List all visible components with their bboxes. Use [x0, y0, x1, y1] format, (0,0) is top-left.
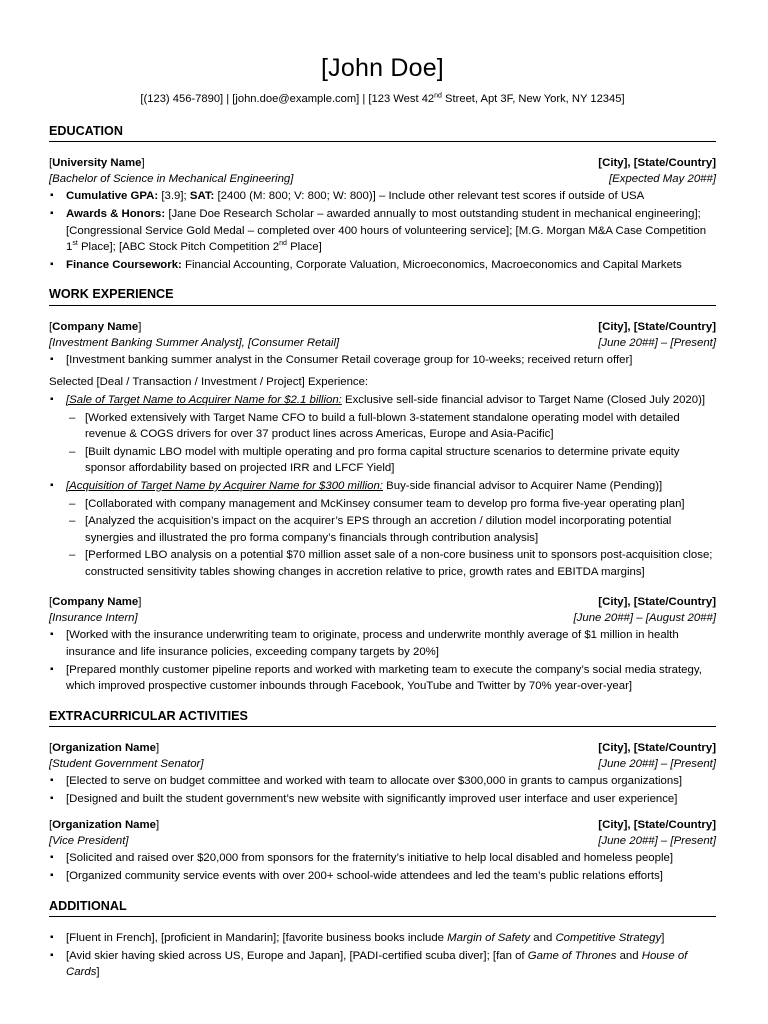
sat-value: [2400 (M: 800; V: 800; W: 800)] – Include other relevant test scores if outside of USA — [214, 190, 645, 203]
job2-title: [Insurance Intern] — [49, 612, 138, 625]
deal2-sub-2: – [Analyzed the acquisition’s impact on the acquirer’s EPS through an accretion / dilution model incorporating potential synergies and illustrated the pro forma company’s financials through contribution analysis] — [49, 513, 716, 546]
awards-label: Awards & Honors: — [66, 208, 166, 221]
org1-name-row — [49, 740, 716, 756]
deal2-sub-1: – [Collaborated with company management and McKinsey consumer team to develop pro forma five-year operating plan] — [49, 496, 716, 513]
job2-bullet-2: ▪ [Prepared monthly customer pipeline reports and worked with marketing team to execute the company’s social media strategy, which improved prospective customer inbounds through Facebook, YouTube and Twitter by 70% year-over-year] — [49, 662, 716, 695]
org1-bullet-1: ▪ [Elected to serve on budget committee and worked with team to allocate over $300,000 in grants to campus organizations] — [49, 773, 716, 790]
degree: [Bachelor of Science in Mechanical Engineering] — [49, 173, 294, 186]
education-degree-row — [49, 171, 716, 187]
show-title-2: House of Cards — [66, 949, 688, 979]
contact-line — [49, 92, 716, 107]
org1-title-row — [49, 756, 716, 772]
job1-company-text: Company Name — [52, 320, 139, 333]
show-title-1: Game of Thrones — [527, 949, 617, 962]
gpa-value: [3.9]; — [158, 190, 190, 203]
awards-text-b: Place]; [ABC Stock Pitch Competition 2 — [77, 241, 280, 254]
org1-title: [Student Government Senator] — [49, 758, 204, 771]
deal2-text: Buy-side financial advisor to Acquirer Name (Pending)] — [382, 479, 663, 492]
awards-bullet — [49, 206, 716, 256]
job2-bullet-1: ▪ [Worked with the insurance underwriting team to originate, process and underwrite monthly average of $1 million in health insurance and life insurance policies, exceeding company targets by 20%] — [49, 627, 716, 660]
org1-name: [Organization Name] — [49, 742, 160, 755]
additional-bullets — [49, 930, 716, 981]
job1-title-row — [49, 335, 716, 351]
school-location: [City], [State/Country] — [598, 157, 716, 170]
school-bracket-close: ] — [141, 157, 145, 170]
job2-company: [Company Name] — [49, 596, 142, 609]
job1-bullets — [49, 352, 716, 369]
coursework-value: Financial Accounting, Corporate Valuation, Microeconomics, Macroeconomics and Capital Markets — [181, 258, 682, 271]
selected-experience-label: Selected [Deal / Transaction / Investment / Project] Experience: — [49, 376, 369, 389]
org2-title-row — [49, 833, 716, 849]
candidate-name: [John Doe] — [321, 54, 444, 82]
org2-location: [City], [State/Country] — [598, 819, 716, 832]
job1-bullet: ▪ [Investment banking summer analyst in the Consumer Retail coverage group for 10-weeks; received return offer] — [49, 352, 716, 369]
job2-date: [June 20##] – [August 20##] — [573, 612, 716, 625]
org1-bullet-2: ▪ [Designed and built the student government’s new website with significantly improved user interface and user experience] — [49, 791, 716, 808]
book-title-1: Margin of Safety — [447, 931, 531, 944]
org1-bullets — [49, 773, 716, 807]
org2-name: [Organization Name] — [49, 819, 160, 832]
gpa-label: Cumulative GPA: — [66, 190, 159, 203]
deal1-title: [Sale of Target Name to Acquirer Name for $2.1 billion: — [66, 393, 342, 406]
spacer — [49, 580, 716, 594]
education-bullets — [49, 188, 716, 273]
awards-sup-1: st — [72, 240, 78, 248]
job1-company-row — [49, 319, 716, 335]
org1-location: [City], [State/Country] — [598, 742, 716, 755]
graduation-date: [Expected May 20##] — [608, 173, 716, 186]
org2-date: [June 20##] – [Present] — [598, 835, 716, 848]
school-name — [49, 155, 145, 171]
coursework-label: Finance Coursework: — [66, 258, 182, 271]
org1-name-text: Organization Name — [52, 742, 156, 755]
deal2-title: [Acquisition of Target Name by Acquirer Name for $300 million: — [66, 479, 383, 492]
deal2-sub-3: – [Performed LBO analysis on a potential $70 million asset sale of a non-core business unit to sponsors post-acquisition close; constructed sensitivity tables showing changes in accretion relative to price, growth rates and EBITDA margins] — [49, 547, 716, 580]
contact-text-end: Street, Apt 3F, New York, NY 12345] — [441, 92, 625, 105]
additional-2-text-e: ] — [96, 966, 100, 979]
awards-text-c: Place] — [286, 241, 322, 254]
work-heading: WORK EXPERIENCE — [49, 286, 716, 305]
job1-title: [Investment Banking Summer Analyst], [Consumer Retail] — [49, 336, 340, 349]
sat-label: SAT: — [189, 190, 215, 203]
job1-location: [City], [State/Country] — [598, 320, 716, 333]
activities-heading: EXTRACURRICULAR ACTIVITIES — [49, 708, 716, 727]
job2-company-row — [49, 594, 716, 610]
additional-heading: ADDITIONAL — [49, 898, 716, 917]
book-title-2: Competitive Strategy — [555, 931, 662, 944]
org2-bullets — [49, 850, 716, 884]
contact-text-start: [(123) 456-7890] | [john.doe@example.com] | [123 West 42 — [140, 92, 435, 105]
gpa-bullet — [49, 188, 716, 205]
additional-2-text-c: and — [616, 949, 642, 962]
additional-1-text-c: and — [530, 931, 556, 944]
awards-text-a: [Jane Doe Research Scholar – awarded annually to most outstanding student in mechanical engineering]; [Congressional Service Gold Medal – completed over 400 hours of volunteering service]; [M.G. Morgan M&A Case Competition 1 — [66, 208, 707, 254]
job2-title-row — [49, 610, 716, 626]
additional-1-text-a: [Fluent in French], [proficient in Mandarin]; [favorite business books include — [66, 931, 448, 944]
job2-company-text: Company Name — [52, 596, 139, 609]
org2-bullet-1: ▪ [Solicited and raised over $20,000 from sponsors for the fraternity’s initiative to help local disabled and homeless people] — [49, 850, 716, 867]
org2-bullet-2: ▪ [Organized community service events with over 200+ school-wide attendees and led the team’s public relations efforts] — [49, 868, 716, 885]
job1-date: [June 20##] – [Present] — [598, 336, 716, 349]
org2-name-text: Organization Name — [52, 819, 156, 832]
deal2-bullet — [49, 478, 716, 495]
job1-company: [Company Name] — [49, 320, 142, 333]
school-bracket-open: [ — [49, 157, 53, 170]
deal1-sub-1: – [Worked extensively with Target Name CFO to build a full-blown 3-statement standalone operating model with detailed revenue & COGS drivers for over 37 product lines across Americas, Europe and Asia-Pacific] — [49, 410, 716, 443]
deal-list — [49, 392, 716, 581]
deal1-text: Exclusive sell-side financial advisor to Target Name (Closed July 2020)] — [341, 393, 706, 406]
education-heading: EDUCATION — [49, 123, 716, 142]
coursework-bullet — [49, 257, 716, 274]
additional-bullet-2 — [49, 948, 716, 981]
school-name-text: University Name — [52, 157, 142, 170]
org2-title: [Vice President] — [49, 835, 129, 848]
additional-2-text-a: [Avid skier having skied across US, Europe and Japan], [PADI-certified scuba diver]; [fan of — [66, 949, 528, 962]
org1-date: [June 20##] – [Present] — [598, 758, 716, 771]
deal1-bullet — [49, 392, 716, 409]
spacer — [49, 807, 716, 817]
additional-1-text-e: ] — [661, 931, 665, 944]
awards-sup-2: nd — [279, 240, 287, 248]
org2-name-row — [49, 817, 716, 833]
contact-superscript: nd — [434, 91, 442, 99]
education-school-row — [49, 155, 716, 171]
job2-location: [City], [State/Country] — [598, 596, 716, 609]
additional-bullet-1 — [49, 930, 716, 947]
deal1-sub-2: – [Built dynamic LBO model with multiple operating and pro forma capital structure scenarios to determine private equity sponsor affordability based on projected IRR and LFCF Yield] — [49, 444, 716, 477]
job2-bullets — [49, 627, 716, 694]
